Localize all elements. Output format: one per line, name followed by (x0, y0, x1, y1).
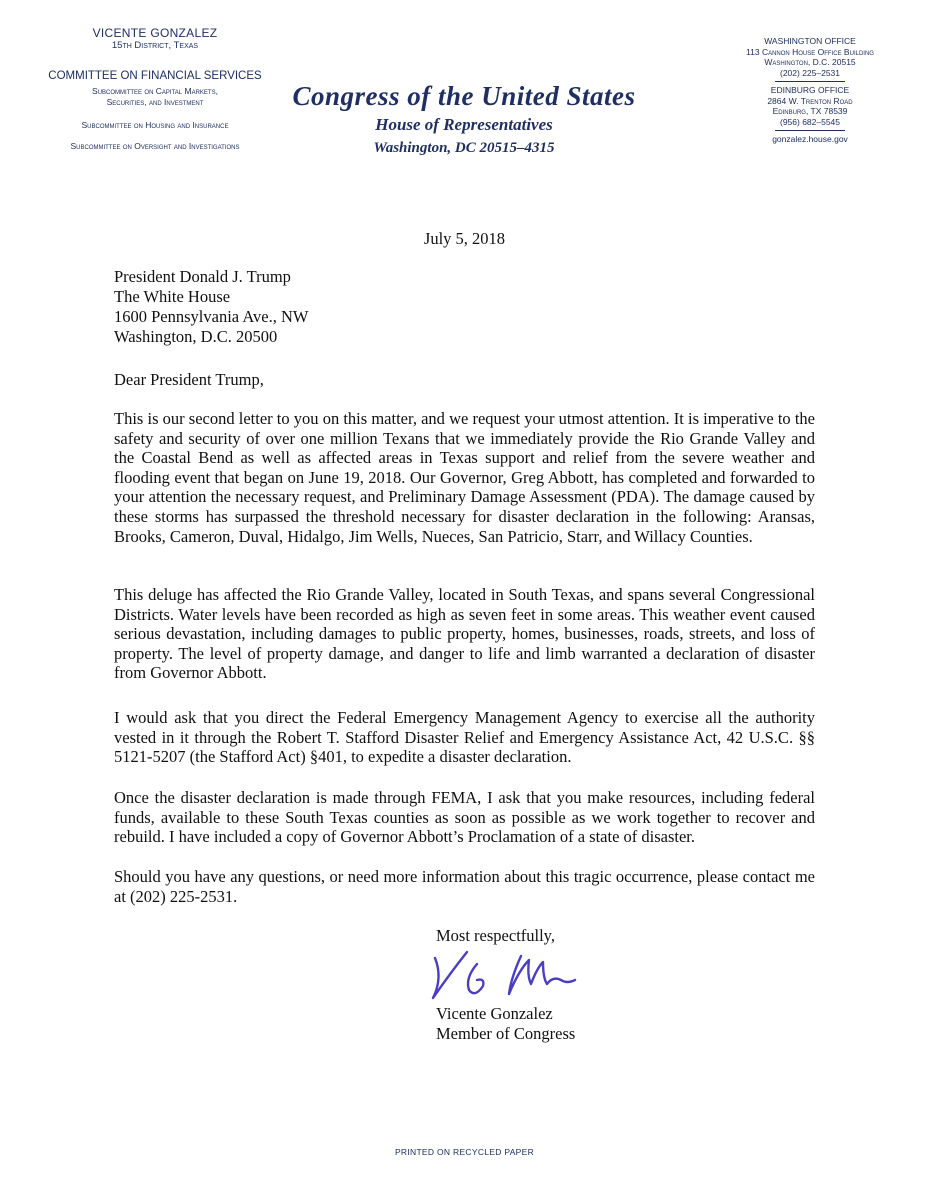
member-name: VICENTE GONZALEZ (92, 26, 218, 40)
subcommittee-2: Subcommittee on Housing and Insurance (81, 120, 229, 130)
letterhead-left (30, 26, 280, 152)
edinburg-office-phone: (956) 682–5545 (779, 116, 841, 127)
edinburg-office-title: EDINBURG OFFICE (770, 85, 850, 95)
subcommittee-1-line1: Subcommittee on Capital Markets, (92, 86, 218, 96)
recipient-line: President Donald J. Trump (114, 267, 291, 286)
body-paragraph: Once the disaster declaration is made through FEMA, I ask that you make resources, including federal funds, available to these South Texas counties as soon as possible as we work together to recover and rebuild. I have included a copy of Governor Abbott’s Proclamation of a state of disaster. (114, 788, 815, 847)
masthead-location: Washington, DC 20515–4315 (373, 140, 555, 156)
subcommittee-3: Subcommittee on Oversight and Investigations (70, 141, 240, 151)
recipient-line: The White House (114, 287, 231, 306)
divider (775, 81, 845, 82)
recipient-line: Washington, D.C. 20500 (114, 327, 278, 346)
masthead-title: Congress of the United States (292, 81, 636, 111)
footer-note: PRINTED ON RECYCLED PAPER (394, 1147, 535, 1157)
signer-title: Member of Congress (436, 1024, 576, 1043)
washington-office-phone: (202) 225–2531 (779, 67, 841, 78)
edinburg-office-city: Edinburg, TX 78539 (772, 106, 848, 116)
washington-office-address: 113 Cannon House Office Building (746, 46, 874, 57)
signer-block (436, 1004, 575, 1044)
divider (775, 130, 845, 131)
letter-date: July 5, 2018 (423, 229, 506, 248)
recipient-address (114, 267, 308, 347)
body-paragraph: Should you have any questions, or need more information about this tragic occurrence, please contact me at (202) 225-2531. (114, 867, 815, 906)
recipient-line: 1600 Pennsylvania Ave., NW (114, 307, 309, 326)
body-paragraph: This is our second letter to you on this matter, and we request your utmost attention. It is imperative to the safety and security of over one million Texans that we immediately provide the Rio Grande Valley and the Coastal Bend as well as affected areas in Texas support and relief from the severe weather and flooding event that began on June 19, 2018. Our Governor, Greg Abbott, has completed and forwarded to your attention the necessary request, and Preliminary Damage Assessment (PDA). The damage caused by these storms has surpassed the threshold necessary for disaster declaration in the following: Aransas, Brooks, Cameron, Duval, Hidalgo, Jim Wells, Nueces, San Patricio, Starr, and Willacy Counties. (114, 409, 815, 546)
body-paragraph: I would ask that you direct the Federal Emergency Management Agency to exercise all the authority vested in it through the Robert T. Stafford Disaster Relief and Emergency Assistance Act, 42 U.S.C. §§ 5121-5207 (the Stafford Act) §401, to expedite a disaster declaration. (114, 708, 815, 767)
body-paragraph: This deluge has affected the Rio Grande Valley, located in South Texas, and spans several Congressional Districts. Water levels have been recorded as high as seven feet in some areas. This weather event caused serious devastation, including damages to public property, homes, businesses, roads, streets, and loss of property. The level of property damage, and danger to life and limb warranted a declaration of disaster from Governor Abbott. (114, 585, 815, 683)
signer-name: Vicente Gonzalez (436, 1004, 553, 1023)
masthead (260, 80, 668, 158)
committee-name: COMMITTEE ON FINANCIAL SERVICES (48, 70, 262, 82)
closing: Most respectfully, (436, 926, 555, 945)
district: 15th District, Texas (111, 40, 199, 51)
website: gonzalez.house.gov (772, 134, 848, 144)
subcommittee-1-line2: Securities, and Investment (106, 97, 204, 107)
salutation: Dear President Trump, (114, 370, 264, 389)
washington-office-city: Washington, D.C. 20515 (764, 57, 856, 67)
washington-office-title: WASHINGTON OFFICE (764, 36, 856, 46)
masthead-subtitle: House of Representatives (375, 115, 553, 134)
edinburg-office-address: 2864 W. Trenton Road (767, 95, 853, 106)
letterhead-right (715, 36, 905, 145)
signature (425, 950, 585, 1005)
